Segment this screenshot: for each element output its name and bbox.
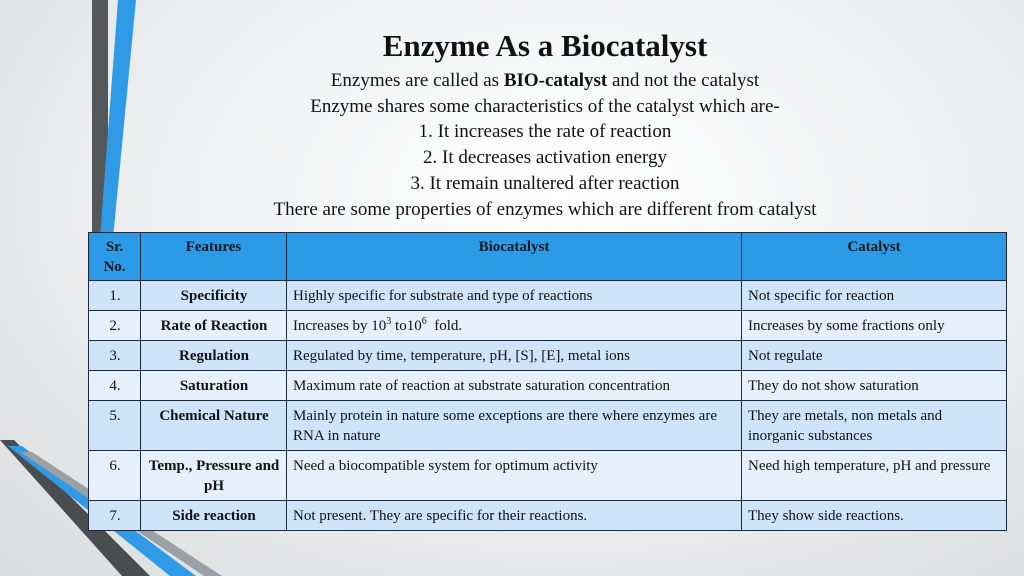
table-row [89, 501, 1007, 531]
intro-point-1: 1. It increases the rate of reaction [418, 121, 672, 143]
table-row [89, 341, 1007, 371]
row-catalyst: They do not show saturation [742, 371, 1007, 401]
rate-text-suffix: fold. [426, 318, 463, 334]
row-number: 4. [89, 371, 141, 401]
row-feature: Rate of Reaction [141, 311, 287, 341]
rate-text-prefix: Increases by 10 [293, 318, 387, 334]
row-catalyst: Not regulate [742, 341, 1007, 371]
row-biocatalyst: Mainly protein in nature some exceptions are there where enzymes are RNA in nature [287, 401, 742, 451]
row-feature: Specificity [141, 281, 287, 311]
row-catalyst: They show side reactions. [742, 501, 1007, 531]
row-number: 2. [89, 311, 141, 341]
intro-line-1-bold: BIO-catalyst [503, 70, 608, 91]
row-number: 5. [89, 401, 141, 451]
row-feature: Chemical Nature [141, 401, 287, 451]
row-number: 6. [89, 451, 141, 501]
table-row [89, 371, 1007, 401]
rate-exponent-1: 3 [386, 316, 392, 327]
header-sr-no: Sr. No. [89, 233, 141, 281]
row-biocatalyst: Highly specific for substrate and type of reactions [287, 281, 742, 311]
row-catalyst: They are metals, non metals and inorganic substances [742, 401, 1007, 451]
table-row [89, 311, 1007, 341]
table-header-row [89, 233, 1007, 281]
intro-point-3: 3. It remain unaltered after reaction [410, 172, 680, 194]
row-catalyst: Need high temperature, pH and pressure [742, 451, 1007, 501]
row-number: 7. [89, 501, 141, 531]
table-row [89, 281, 1007, 311]
intro-line-1-text-b: and not the catalyst [607, 70, 760, 91]
row-biocatalyst: Need a biocompatible system for optimum activity [287, 451, 742, 501]
rate-text-mid: to10 [391, 318, 422, 334]
intro-line-2: Enzyme shares some characteristics of the catalyst which are- [310, 95, 780, 117]
intro-line-1-text-a: Enzymes are called as [330, 70, 504, 91]
row-catalyst: Not specific for reaction [742, 281, 1007, 311]
table-row [89, 451, 1007, 501]
row-feature: Regulation [141, 341, 287, 371]
row-number: 3. [89, 341, 141, 371]
table-row [89, 401, 1007, 451]
row-biocatalyst: Not present. They are specific for their reactions. [287, 501, 742, 531]
header-catalyst: Catalyst [742, 233, 1007, 281]
row-catalyst: Increases by some fractions only [742, 311, 1007, 341]
intro-point-2: 2. It decreases activation energy [423, 147, 667, 169]
row-biocatalyst: Maximum rate of reaction at substrate saturation concentration [287, 371, 742, 401]
header-features: Features [141, 233, 287, 281]
intro-line-1 [150, 68, 940, 94]
title-block [150, 28, 940, 222]
row-feature: Side reaction [141, 501, 287, 531]
intro-line-3: There are some properties of enzymes which are different from catalyst [273, 198, 817, 220]
rate-exponent-2: 6 [421, 316, 427, 327]
row-biocatalyst [287, 311, 742, 341]
row-number: 1. [89, 281, 141, 311]
slide-title: Enzyme As a Biocatalyst [382, 28, 708, 63]
comparison-table [88, 232, 1007, 531]
header-biocatalyst: Biocatalyst [287, 233, 742, 281]
row-feature: Saturation [141, 371, 287, 401]
row-biocatalyst: Regulated by time, temperature, pH, [S], [E], metal ions [287, 341, 742, 371]
row-feature: Temp., Pressure and pH [141, 451, 287, 501]
